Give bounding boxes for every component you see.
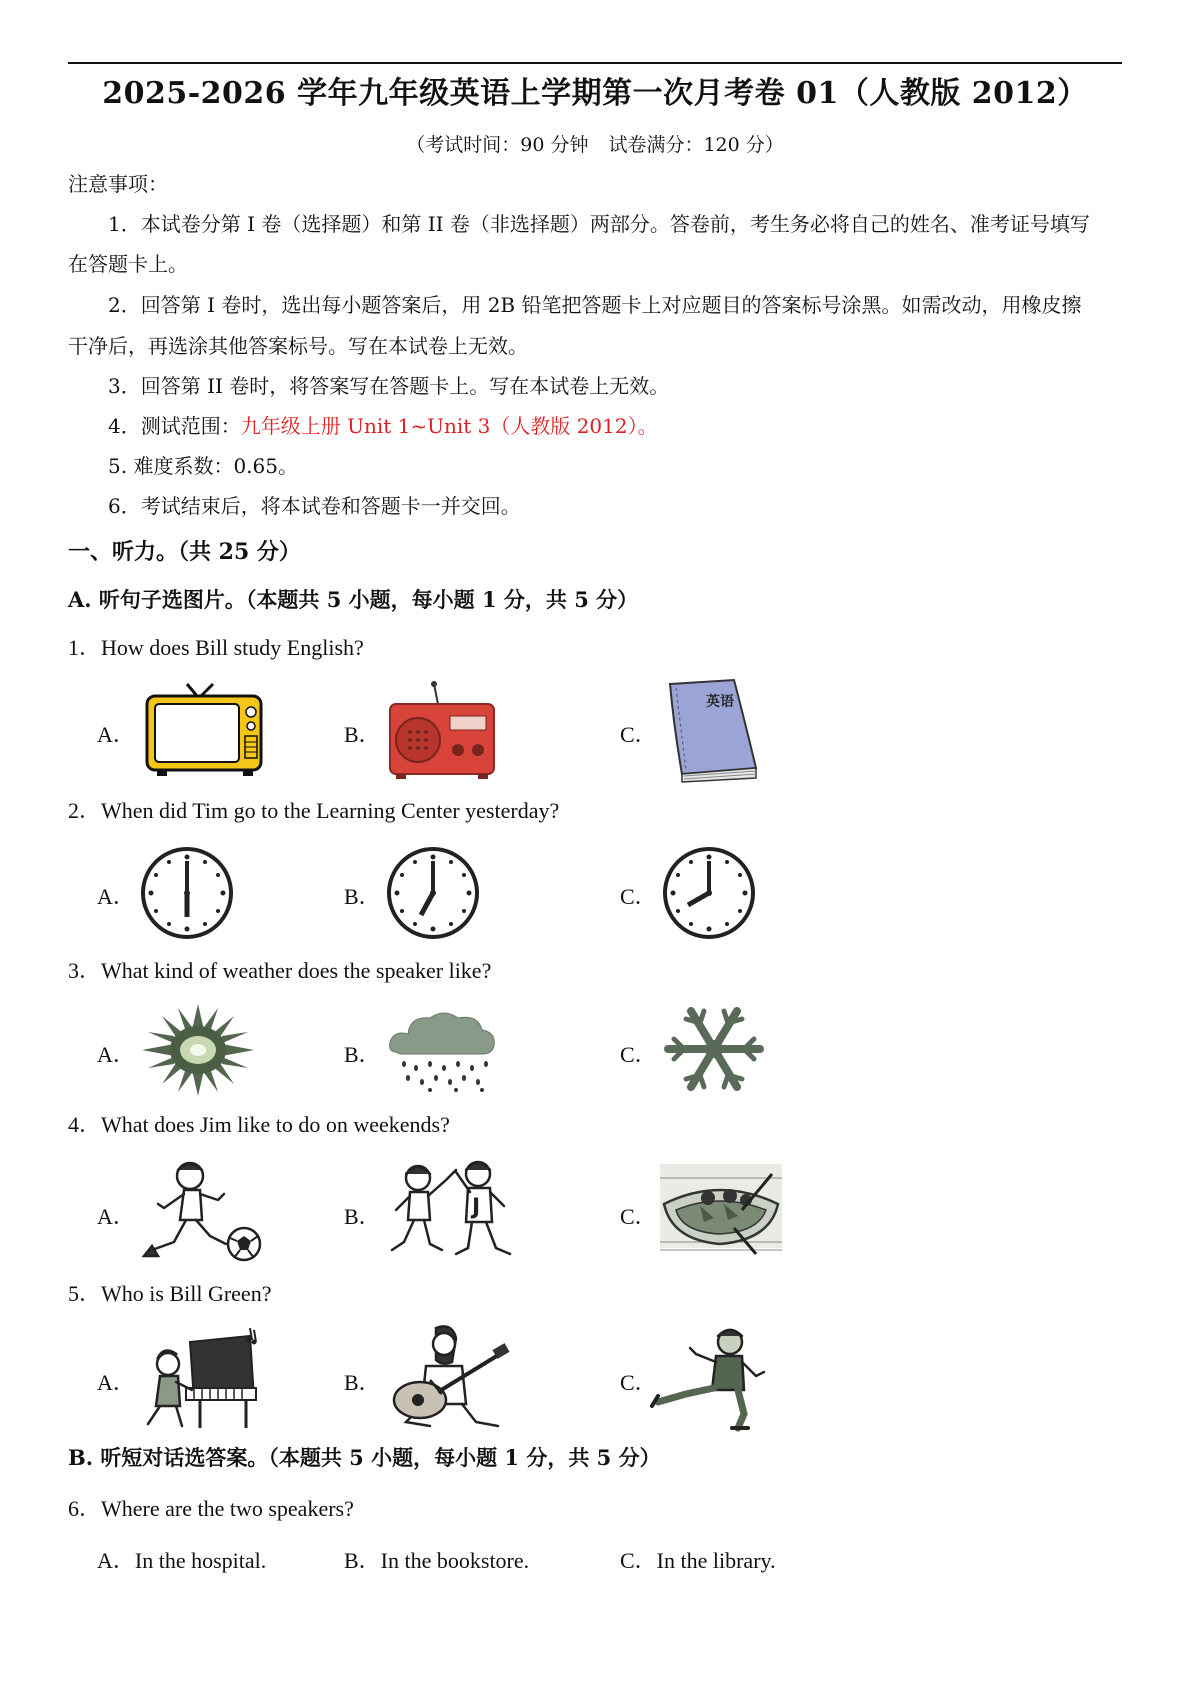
clock-six-icon: [140, 846, 234, 940]
question-4: 4．What does Jim like to do on weekends?: [68, 1112, 450, 1137]
q2-option-c[interactable]: C．: [620, 884, 657, 909]
note-2a: 2．回答第 I 卷时，选出每小题答案后，用 2B 铅笔把答题卡上对应题目的答案标号涂黑。如需改动，用橡皮擦: [108, 293, 1082, 317]
note-1b: 在答题卡上。: [68, 252, 188, 276]
q6-option-b[interactable]: B．In the bookstore.: [344, 1548, 530, 1573]
note-4-range: 九年级上册 Unit 1~Unit 3（人教版 2012）。: [240, 414, 658, 438]
exam-time: （考试时间：90 分钟: [406, 134, 589, 156]
pianist-icon: [140, 1328, 258, 1430]
section-1-heading: 一、听力。（共 25 分）: [68, 539, 301, 565]
note-5: 5. 难度系数：0.65。: [108, 454, 298, 478]
rain-cloud-icon: [386, 1008, 498, 1092]
part-a-heading: A. 听句子选图片。（本题共 5 小题，每小题 1 分，共 5 分）: [68, 587, 639, 612]
q5-option-a[interactable]: A．: [97, 1370, 135, 1395]
q1-option-a[interactable]: A．: [97, 722, 135, 747]
q2-option-a[interactable]: A．: [97, 884, 135, 909]
radio-icon: [388, 680, 498, 780]
exam-subtitle: [0, 130, 1190, 157]
clock-seven-icon: [386, 846, 480, 940]
q4-option-b[interactable]: B．: [344, 1204, 381, 1229]
q5-option-c[interactable]: C．: [620, 1370, 657, 1395]
notes-heading: 注意事项：: [68, 172, 168, 196]
tv-icon: [145, 682, 265, 778]
q3-option-c[interactable]: C．: [620, 1042, 657, 1067]
book-label: 英语: [706, 694, 734, 710]
q1-option-c[interactable]: C．: [620, 722, 657, 747]
question-3: 3．What kind of weather does the speaker like?: [68, 958, 492, 983]
q4-option-a[interactable]: A．: [97, 1204, 135, 1229]
clock-eight-icon: [662, 846, 756, 940]
exam-score: 试卷满分：120 分）: [608, 134, 784, 156]
note-4: [108, 414, 658, 438]
guitarist-icon: [386, 1322, 512, 1432]
question-2: 2．When did Tim go to the Learning Center yesterday?: [68, 798, 560, 823]
q6-option-a[interactable]: A．In the hospital.: [97, 1548, 267, 1573]
question-5: 5．Who is Bill Green?: [68, 1281, 272, 1306]
kungfu-icon: [652, 1324, 780, 1432]
question-1: 1．How does Bill study English?: [68, 635, 364, 660]
exam-title: 2025-2026 学年九年级英语上学期第一次月考卷 01（人教版 2012）: [102, 76, 1088, 111]
note-2b: 干净后，再选涂其他答案标号。写在本试卷上无效。: [68, 334, 528, 358]
part-b-heading: B. 听短对话选答案。（本题共 5 小题，每小题 1 分，共 5 分）: [68, 1445, 661, 1470]
snowflake-icon: [664, 1006, 764, 1092]
sun-icon: [140, 1003, 256, 1097]
question-6: 6．Where are the two speakers?: [68, 1496, 354, 1521]
dancing-kids-icon: [386, 1156, 514, 1264]
soccer-player-icon: [140, 1160, 264, 1264]
q6-option-c[interactable]: C．In the library.: [620, 1548, 776, 1573]
svg-text:J: J: [472, 1195, 481, 1220]
note-3: 3．回答第 II 卷时，将答案写在答题卡上。写在本试卷上无效。: [108, 374, 670, 398]
top-rule: [68, 62, 1122, 64]
note-6: 6．考试结束后，将本试卷和答题卡一并交回。: [108, 494, 521, 518]
q3-option-a[interactable]: A．: [97, 1042, 135, 1067]
boat-rowing-icon: [660, 1158, 782, 1258]
q5-option-b[interactable]: B．: [344, 1370, 381, 1395]
note-1a: 1．本试卷分第 I 卷（选择题）和第 II 卷（非选择题）两部分。答卷前，考生务必将自己的姓名、准考证号填写: [108, 212, 1090, 236]
q4-option-c[interactable]: C．: [620, 1204, 657, 1229]
q1-option-b[interactable]: B．: [344, 722, 381, 747]
q3-option-b[interactable]: B．: [344, 1042, 381, 1067]
book-icon: [664, 678, 760, 782]
note-4-label: 4．测试范围：: [108, 414, 241, 438]
q2-option-b[interactable]: B．: [344, 884, 381, 909]
